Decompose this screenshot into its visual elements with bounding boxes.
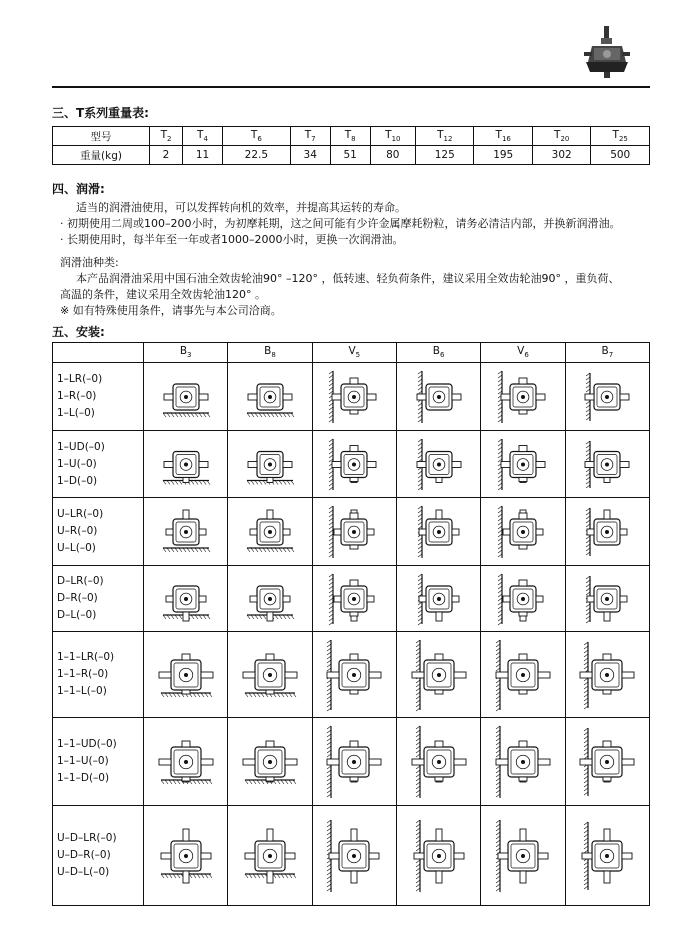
mount-label: 1–1–UD(–0) (57, 738, 117, 750)
installation-row (53, 431, 650, 498)
mount-label: 1–U(–0) (57, 457, 97, 470)
mount-diagram-cell (144, 718, 228, 806)
mount-label: 1–L(–0) (57, 407, 95, 419)
installation-row (53, 566, 650, 632)
gearbox-mounting-diagram-icon (406, 502, 472, 562)
section5-title: 五、安装: (52, 325, 105, 339)
column-header: $V_5$ (312, 343, 396, 363)
mount-label: 1–1–L(–0) (57, 685, 107, 697)
mount-diagram-cell (312, 363, 396, 431)
gearbox-mounting-diagram-icon (406, 816, 472, 896)
installation-row (53, 363, 650, 431)
installation-header-row (53, 343, 650, 363)
mount-label-cell (53, 431, 144, 498)
mount-label: U–LR(–0) (57, 508, 104, 520)
gearbox-mounting-diagram-icon (237, 816, 303, 896)
model-cell: $T_4$ (183, 127, 223, 146)
gearbox-mounting-diagram-icon (321, 435, 387, 494)
gearbox-mounting-diagram-icon (574, 570, 640, 628)
weight-cell: 195 (474, 146, 532, 165)
gearbox-mounting-diagram-icon (237, 502, 303, 562)
corner-cell (53, 343, 144, 363)
weight-cell: 2 (150, 146, 183, 165)
mount-diagram-cell (565, 363, 649, 431)
weight-cell: 500 (591, 146, 650, 165)
gearbox-mounting-diagram-icon (574, 435, 640, 494)
mount-label: 1–1–U(–0) (57, 755, 109, 767)
gearbox-mounting-diagram-icon (406, 435, 472, 494)
mount-diagram-cell (228, 632, 312, 718)
mount-diagram-cell (312, 718, 396, 806)
mount-diagram-cell (481, 498, 565, 566)
gearbox-mounting-diagram-icon (490, 570, 556, 628)
gearbox-mounting-diagram-icon (490, 435, 556, 494)
gearbox-product-icon (584, 26, 630, 78)
model-cell: $T_{16}$ (474, 127, 532, 146)
model-cell: $T_7$ (290, 127, 330, 146)
weight-label: 重量(kg) (53, 146, 150, 165)
model-label: 型号 (53, 127, 150, 146)
installation-row (53, 806, 650, 906)
model-cell: $T_2$ (150, 127, 183, 146)
gearbox-mounting-diagram-icon (321, 816, 387, 896)
gearbox-mounting-diagram-icon (237, 722, 303, 802)
gearbox-mounting-diagram-icon (237, 636, 303, 714)
gearbox-mounting-diagram-icon (321, 502, 387, 562)
gearbox-mounting-diagram-icon (574, 636, 640, 714)
mount-diagram-cell (228, 718, 312, 806)
mount-label-cell (53, 498, 144, 566)
installation-row (53, 718, 650, 806)
weight-table (52, 126, 650, 165)
gearbox-mounting-diagram-icon (321, 722, 387, 802)
installation-row (53, 498, 650, 566)
gearbox-mounting-diagram-icon (153, 636, 219, 714)
mount-diagram-cell (312, 566, 396, 632)
gearbox-mounting-diagram-icon (153, 816, 219, 896)
mount-diagram-cell (144, 498, 228, 566)
mount-label-cell (53, 566, 144, 632)
gearbox-mounting-diagram-icon (153, 570, 219, 628)
section3-title: 三、T系列重量表: (52, 106, 149, 120)
mount-label: D–R(–0) (57, 592, 98, 604)
mount-diagram-cell (481, 806, 565, 906)
mount-label: 1–1–D(–0) (57, 772, 110, 784)
mount-diagram-cell (565, 806, 649, 906)
column-header: $B_6$ (396, 343, 480, 363)
mount-diagram-cell (481, 566, 565, 632)
model-row (53, 127, 650, 146)
weight-cell: 125 (416, 146, 474, 165)
mount-label: U–R(–0) (57, 525, 98, 537)
mount-diagram-cell (228, 806, 312, 906)
weight-cell: 302 (532, 146, 590, 165)
gearbox-mounting-diagram-icon (490, 722, 556, 802)
gearbox-mounting-diagram-icon (237, 435, 303, 494)
gearbox-mounting-diagram-icon (490, 636, 556, 714)
gearbox-mounting-diagram-icon (153, 367, 219, 427)
gearbox-mounting-diagram-icon (237, 570, 303, 628)
header-rule (52, 86, 650, 88)
mount-diagram-cell (312, 806, 396, 906)
mount-label: 1–1–LR(–0) (57, 651, 115, 663)
mount-label-cell (53, 632, 144, 718)
model-cell: $T_{10}$ (370, 127, 415, 146)
mount-label: U–D–L(–0) (57, 866, 110, 878)
mount-label: 1–R(–0) (57, 390, 97, 402)
section4-title: 四、润滑: (52, 182, 105, 196)
installation-table (52, 342, 650, 906)
gearbox-mounting-diagram-icon (406, 367, 472, 427)
oil-type-title: 润滑油种类: (60, 256, 119, 269)
gearbox-mounting-diagram-icon (490, 816, 556, 896)
mount-diagram-cell (565, 632, 649, 718)
gearbox-mounting-diagram-icon (321, 570, 387, 628)
lube-line-1: 适当的润滑油使用，可以发挥转向机的效率，并提高其运转的寿命。 (76, 201, 406, 214)
gearbox-mounting-diagram-icon (406, 636, 472, 714)
mount-diagram-cell (481, 431, 565, 498)
lube-line-3: · 长期使用时，每半年至一年或者1000–2000小时，更换一次润滑油。 (60, 233, 404, 246)
mount-diagram-cell (312, 431, 396, 498)
oil-line-2: 高温的条件，建议采用全效齿轮油120° 。 (60, 288, 266, 301)
column-header: $B_8$ (228, 343, 312, 363)
gearbox-mounting-diagram-icon (153, 435, 219, 494)
mount-diagram-cell (565, 431, 649, 498)
gearbox-mounting-diagram-icon (574, 502, 640, 562)
mount-diagram-cell (396, 363, 480, 431)
gearbox-mounting-diagram-icon (153, 502, 219, 562)
mount-diagram-cell (228, 566, 312, 632)
mount-label: D–LR(–0) (57, 575, 104, 587)
gearbox-mounting-diagram-icon (321, 636, 387, 714)
lube-line-2: · 初期使用二周或100–200小时，为初摩耗期，这之间可能有少许金属摩耗粉粒，请务必清洁内部，并换新润滑油。 (60, 217, 621, 230)
gearbox-mounting-diagram-icon (490, 367, 556, 427)
gearbox-mounting-diagram-icon (406, 722, 472, 802)
mount-diagram-cell (144, 363, 228, 431)
mount-diagram-cell (481, 632, 565, 718)
mount-diagram-cell (144, 431, 228, 498)
installation-row (53, 632, 650, 718)
weight-cell: 51 (330, 146, 370, 165)
mount-diagram-cell (228, 363, 312, 431)
gearbox-mounting-diagram-icon (574, 367, 640, 427)
mount-label: 1–D(–0) (57, 474, 98, 487)
weight-cell: 80 (370, 146, 415, 165)
mount-diagram-cell (312, 498, 396, 566)
mount-label: U–D–R(–0) (57, 849, 111, 861)
model-cell: $T_{20}$ (532, 127, 590, 146)
gearbox-mounting-diagram-icon (574, 722, 640, 802)
mount-label: 1–LR(–0) (57, 373, 103, 385)
mount-diagram-cell (396, 498, 480, 566)
gearbox-mounting-diagram-icon (574, 816, 640, 896)
mount-label: D–L(–0) (57, 609, 97, 621)
model-cell: $T_{12}$ (416, 127, 474, 146)
model-cell: $T_{25}$ (591, 127, 650, 146)
mount-diagram-cell (396, 632, 480, 718)
mount-diagram-cell (228, 431, 312, 498)
gearbox-mounting-diagram-icon (406, 570, 472, 628)
weight-cell: 11 (183, 146, 223, 165)
gearbox-mounting-diagram-icon (153, 722, 219, 802)
mount-label: U–D–LR(–0) (57, 832, 117, 844)
mount-diagram-cell (565, 566, 649, 632)
mount-diagram-cell (144, 566, 228, 632)
mount-diagram-cell (481, 718, 565, 806)
mount-diagram-cell (481, 363, 565, 431)
mount-diagram-cell (228, 498, 312, 566)
lube-note: ※ 如有特殊使用条件，请事先与本公司洽商。 (60, 304, 282, 317)
gearbox-mounting-diagram-icon (321, 367, 387, 427)
model-cell: $T_8$ (330, 127, 370, 146)
mount-diagram-cell (396, 718, 480, 806)
column-header: $B_3$ (144, 343, 228, 363)
mount-diagram-cell (565, 718, 649, 806)
mount-diagram-cell (312, 632, 396, 718)
weight-row (53, 146, 650, 165)
mount-label-cell (53, 718, 144, 806)
mount-label-cell (53, 363, 144, 431)
mount-label-cell (53, 806, 144, 906)
mount-diagram-cell (144, 632, 228, 718)
weight-cell: 22.5 (222, 146, 290, 165)
mount-diagram-cell (396, 806, 480, 906)
weight-cell: 34 (290, 146, 330, 165)
gearbox-mounting-diagram-icon (490, 502, 556, 562)
mount-diagram-cell (565, 498, 649, 566)
column-header: $V_6$ (481, 343, 565, 363)
column-header: $B_7$ (565, 343, 649, 363)
mount-diagram-cell (396, 566, 480, 632)
oil-line-1: 本产品润滑油采用中国石油全效齿轮油90° –120° ，低转速、轻负荷条件，建议采用全效齿轮油90° ，重负荷、 (76, 272, 620, 285)
mount-label: 1–1–R(–0) (57, 668, 109, 680)
gearbox-mounting-diagram-icon (237, 367, 303, 427)
mount-diagram-cell (396, 431, 480, 498)
model-cell: $T_6$ (222, 127, 290, 146)
mount-label: U–L(–0) (57, 542, 96, 554)
mount-diagram-cell (144, 806, 228, 906)
mount-label: 1–UD(–0) (57, 440, 105, 453)
